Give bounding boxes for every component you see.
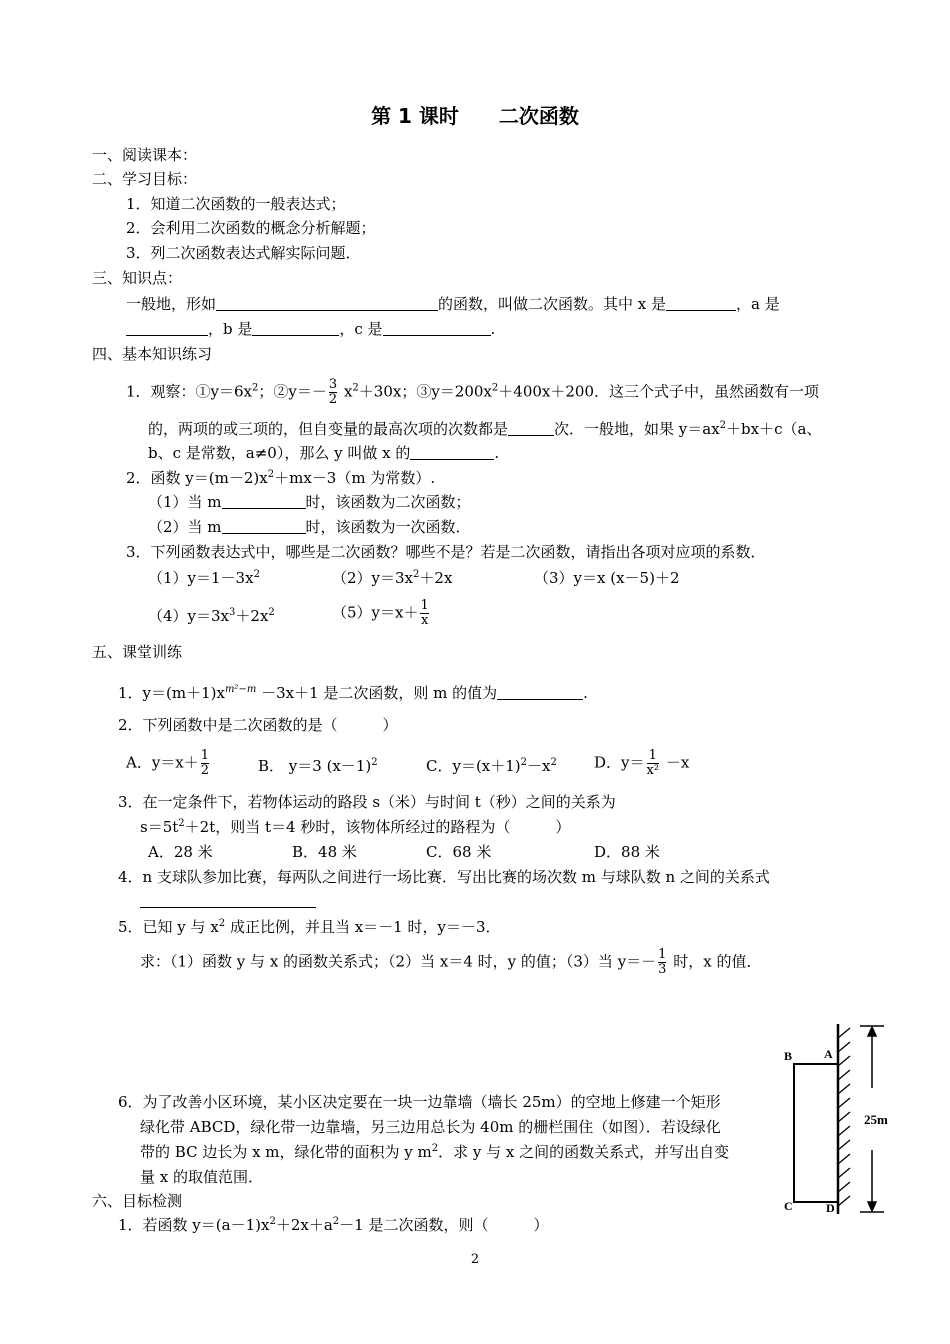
- option-3: （3）y＝x (x－5)＋2: [534, 569, 680, 587]
- exercise-1-line-1: 1．观察：$①y=6x^2$；②y＝－ $\frac{3}{2}$ $x^2+30x$；$③y=200x^2+400x+200$．这三个式子中，虽然函数有一项: [126, 377, 820, 407]
- practice-3-line-2: $s=5t^2+2t$，则当 t＝4 秒时，该物体所经过的路程为（ ）: [140, 818, 571, 836]
- answer-blank[interactable]: [222, 494, 306, 509]
- vertex-b: B: [784, 1049, 793, 1063]
- vertex-a: A: [824, 1047, 833, 1061]
- practice-3-option: A．28 米: [148, 843, 213, 861]
- answer-blank[interactable]: [252, 321, 339, 336]
- fraction: $\frac{1}{\text{x²}}$: [646, 748, 660, 778]
- exercise-1-line-2: 的，两项的或三项的，但自变量的最高次项的次数都是 次．一般地，如果 $y=ax^2+bx+c(a$、: [148, 420, 822, 438]
- greenbelt-figure: [782, 1022, 902, 1220]
- fraction: $\frac{1}{2}$: [200, 748, 210, 778]
- fraction: $\frac{1}{3}$: [658, 947, 667, 977]
- option-5: （5）y＝x＋ $\frac{1}{x}$: [332, 598, 429, 628]
- practice-6-line-4: 量 x 的取值范围．: [140, 1168, 263, 1186]
- section-3-heading: 三、知识点：: [92, 269, 183, 287]
- page-number: 2: [470, 1252, 480, 1267]
- topic-label: 二次函数: [498, 104, 579, 128]
- practice-4: 4．n 支球队参加比赛，每两队之间进行一场比赛．写出比赛的场次数 m 与球队数 n 之间的关系式: [118, 868, 770, 886]
- answer-blank[interactable]: [410, 445, 494, 460]
- answer-blank[interactable]: [216, 296, 438, 311]
- practice-5: 5．已知 y 与 $x^2$ 成正比例，并且当 x＝－1 时，y＝－3．: [118, 918, 501, 936]
- exercise-3: 3．下列函数表达式中，哪些是二次函数？哪些不是？若是二次函数，请指出各项对应项的系数．: [126, 543, 766, 561]
- practice-1: 1．$y=(m+1)x^{m^2-m} -3x+1$ 是二次函数，则 m 的值为 .: [118, 684, 588, 702]
- lesson-label: 第 1 课时: [371, 104, 459, 128]
- option-4: $(4)y=3x^3+2x^2$: [148, 607, 275, 625]
- answer-blank[interactable]: [222, 519, 306, 534]
- section-5-heading: 五、课堂训练: [92, 643, 183, 661]
- vertex-c: C: [784, 1199, 793, 1213]
- rectangle-abcd: [794, 1064, 838, 1202]
- fraction: $\frac{3}{2}$: [328, 377, 338, 407]
- answer-blank[interactable]: [497, 685, 583, 700]
- practice-3-option: C．68 米: [426, 843, 492, 861]
- practice-3-line-1: 3．在一定条件下，若物体运动的路段 s（米）与时间 t（秒）之间的关系为: [118, 793, 616, 811]
- answer-blank[interactable]: [508, 421, 554, 436]
- section-4-heading: 四、基本知识练习: [92, 345, 213, 363]
- section-1-heading: 一、阅读课本：: [92, 146, 198, 164]
- answer-blank[interactable]: [126, 321, 208, 336]
- check-1: 1．若函数 $y=(a-1)x^2+2x+a^2-1$ 是二次函数，则（ ）: [118, 1216, 549, 1234]
- exercise-2-part-2: （2）当 m 时，该函数为一次函数．: [148, 518, 471, 536]
- option-1: $(1)y=1-3x^2$: [148, 569, 260, 587]
- exercise-2-part-1: （1）当 m 时，该函数为二次函数；: [148, 493, 471, 511]
- exercise-2: 2．函数 $y=(m-2)x^2+mx-3(m$ 为常数）.: [126, 469, 436, 487]
- goal-item: 2．会利用二次函数的概念分析解题；: [126, 219, 376, 237]
- section-2-heading: 二、学习目标：: [92, 170, 198, 188]
- fraction: $\frac{1}{x}$: [420, 598, 429, 628]
- practice-2-option-c: C．$y=(x+1)^2-x^2$: [426, 757, 557, 775]
- practice-6-line-1: 6．为了改善小区环境，某小区决定要在一块一边靠墙（墙长 25m）的空地上修建一个矩形: [118, 1093, 721, 1111]
- page-title: [0, 100, 950, 129]
- practice-6-line-3: 带的 BC 边长为 x m，绿化带的面积为 y $m^2$．求 y 与 x 之间的函数关系式，并写出自变: [140, 1143, 730, 1161]
- practice-4-blank-line: [140, 892, 316, 910]
- practice-5-questions: 求：（1）函数 y 与 x 的函数关系式；（2）当 x＝4 时，y 的值；（3）当 y＝－ $\frac{1}{3}$ 时，x 的值．: [140, 947, 762, 977]
- goal-item: 1．知道二次函数的一般表达式；: [126, 195, 346, 213]
- practice-3-option: D．88 米: [594, 843, 660, 861]
- practice-2-option-d: D．y＝ $\frac{1}{\text{x²}}$ －x: [594, 748, 690, 778]
- answer-blank[interactable]: [140, 893, 316, 908]
- goal-item: 3．列二次函数表达式解实际问题．: [126, 244, 361, 262]
- answer-blank[interactable]: [383, 321, 491, 336]
- wall-hatching: [838, 1028, 850, 1206]
- knowledge-line-2: ，b 是 ，c 是 .: [126, 320, 495, 338]
- practice-6-line-2: 绿化带 ABCD，绿化带一边靠墙，另三边用总长为 40m 的栅栏围住（如图）．若设绿化: [140, 1118, 721, 1136]
- practice-3-option: B．48 米: [292, 843, 357, 861]
- knowledge-line-1: 一般地，形如 的函数，叫做二次函数。其中 x 是 ，a 是: [126, 295, 780, 313]
- length-label: 25m: [864, 1112, 888, 1127]
- practice-2: 2．下列函数中是二次函数的是（ ）: [118, 716, 398, 734]
- answer-blank[interactable]: [666, 296, 736, 311]
- exercise-1-line-3: b、c 是常数，a≠0），那么 y 叫做 x 的 .: [148, 444, 500, 462]
- option-2: $(2)y=3x^2+2x$: [332, 569, 453, 587]
- vertex-d: D: [826, 1201, 835, 1215]
- practice-2-option-a: A．y＝x＋ $\frac{1}{2}$: [126, 748, 210, 778]
- section-6-heading: 六、目标检测: [92, 1192, 183, 1210]
- practice-2-option-b: B． y＝3 $(x-1)^2$: [258, 757, 378, 775]
